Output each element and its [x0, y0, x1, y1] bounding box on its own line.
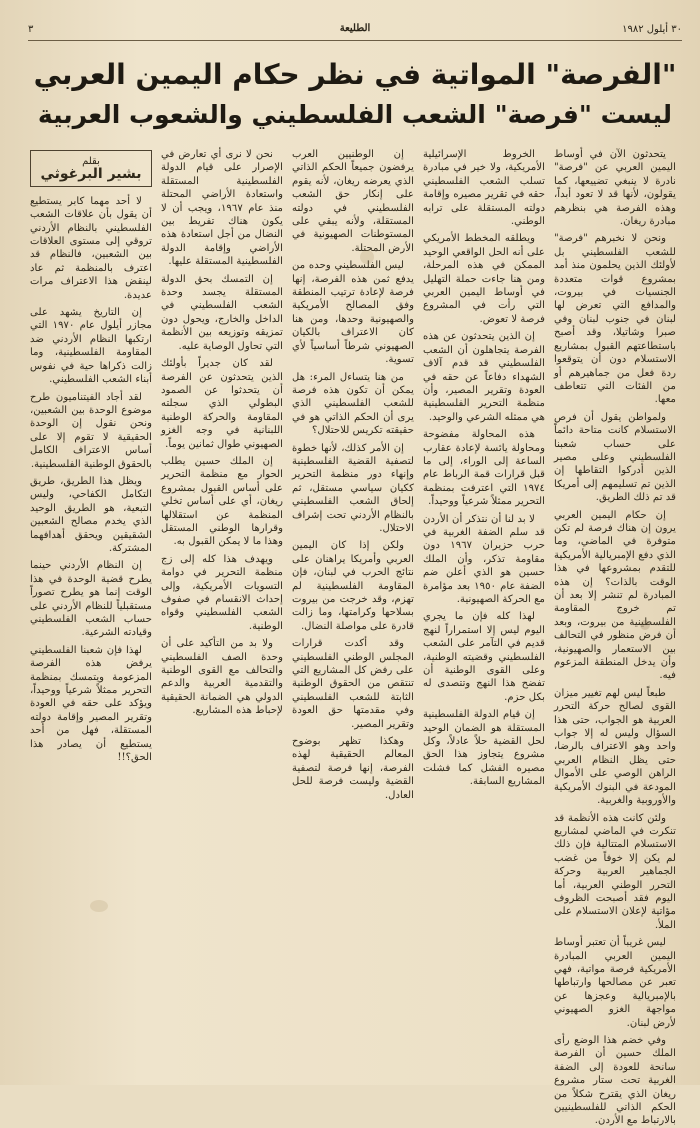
- article-paragraph: لهذا فإن شعبنا الفلسطيني يرفض هذه الفرصة المزعومة ويتمسك بمنظمة التحرير ممثلاً شرعياً ووحيداً، ويؤكد على حقه في العودة وتقرير المصير وإقامة دولته المستقلة، فهل من أحد يستطيع أن يصادر هذا الحق؟!!: [30, 644, 152, 764]
- article-paragraph: طبعاً ليس لهم تغيير ميزان القوى لصالح حركة التحرر العربية هو الجواب، حتى هذا السؤال وليس له إلا جواب واحد وهو الاعتراف بالرضا، حتى يظل النظام العربي الراهن الوصي على الأموال المودعة في البنوك الأمريكية والأوروبية والغربية.: [554, 687, 676, 807]
- page-number: ٣: [28, 24, 34, 35]
- article-paragraph: إن الوطنيين العرب يرفضون جميعاً الحكم الذاتي الذي يعرضه ريغان، لأنه يقوم على إنكار حق الشعب الفلسطيني في دولته المستقلة، ولأنه يبقي على المستوطنات الصهيونية في الأرض المحتلة.: [292, 149, 414, 254]
- article-paragraph: وفي خضم هذا الوضع رأى الملك حسين أن الفرصة سانحة للعودة إلى الضفة الغربية تحت ستار مشروع ريغان الذي يقترح شكلاً من الحكم الذاتي للفلسطينيين بالارتباط مع الأردن.: [554, 1035, 676, 1127]
- article-paragraph: الخروط الإسرائيلية الأمريكية، ولا خير في مبادرة تسلب الشعب الفلسطيني حقه في تقرير مصيره وإقامة دولته المستقلة على ترابه الوطني.: [423, 149, 545, 228]
- article-paragraph: نحن لا نرى أي تعارض في الإصرار على قيام الدولة الفلسطينية المستقلة واستعادة الأراضي المحتلة منذ عام ١٩٦٧، ويجب أن لا يكون هناك تفريط بين النضال من أجل استعادة هذه الأراضي وإقامة الدولة الفلسطينية المستقلة عليها.: [161, 149, 283, 268]
- article-paragraph: إن الأمر كذلك، لأنها خطوة لتصفية القضية الفلسطينية وإنهاء دور منظمة التحرير ككيان سياسي مستقل، ثم إلحاق الشعب الفلسطيني بالنظام الأردني تحت إشراف الاحتلال.: [292, 442, 414, 534]
- article-column: [423, 148, 546, 1061]
- page-header: [28, 22, 682, 41]
- article-paragraph: لا بد لنا أن نتذكر أن الأردن قد سلم الضفة الغربية في حرب حزيران ١٩٦٧ دون مقاومة تذكر، وأن الملك حسين هو الذي أعلن ضم الضفة عام ١٩٥٠ بعد مؤامرة مع الحركة الصهيونية.: [423, 513, 545, 605]
- article-column: [161, 148, 284, 1061]
- headline-line-1: "الفرصة" المواتية في نظر حكام اليمين العربي: [33, 58, 677, 91]
- article-paragraph: يتحدثون الآن في أوساط اليمين العربي عن "فرصة" نادرة لا ينبغي تضييعها، كما يقولون، لأنها قد لا تعود أبداً، وهذه الفرصة هي بنظرهم مبادرة ريغان.: [554, 149, 676, 228]
- article-paragraph: ولا بد من التأكيد على أن وحدة الصف الفلسطيني والتحالف مع القوى الوطنية والتقدمية العربية والدعم الدولي هي الضمانة الحقيقية لإحباط هذه المشاريع.: [161, 638, 283, 717]
- article-columns: [30, 148, 676, 1127]
- article-paragraph: لقد أجاد الفيتناميون طرح موضوع الوحدة بين الشعبين، ونحن نقول إن الوحدة الحقيقية لا تقوم إلا على أساس الاعتراف الكامل بالحقوق الوطنية الفلسطينية.: [30, 391, 152, 470]
- article-paragraph: وهكذا تظهر بوضوح المعالم الحقيقية لهذه الفرصة، إنها فرصة لتصفية القضية وليست فرصة للحل العادل.: [292, 736, 414, 801]
- headline-line-2: ليست "فرصة" الشعب الفلسطيني والشعوب العربية: [37, 100, 673, 129]
- byline-author: بشير البرغوثي: [40, 166, 142, 183]
- article-paragraph: هذه المحاولة مفضوحة ومحاولة يائسة لإعادة عقارب الساعة إلى الوراء، إلى ما قبل قرارات قمة الرباط عام ١٩٧٤ التي اعترفت بمنظمة التحرير ممثلاً شرعياً ووحيداً.: [423, 429, 545, 508]
- article-paragraph: إن الملك حسين يطلب الحوار مع منظمة التحرير على أساس القبول بمشروع ريغان، أي على أساس تخلي المنظمة عن استقلالها وقرارها الوطني المستقل وهذا ما لا يمكن القبول به.: [161, 455, 283, 548]
- article-paragraph: إن حكام اليمين العربي يرون إن هناك فرصة لم تكن متوفرة في الماضي، وما الذي دفع الإمبريالية الأمريكية للتقدم بمشروعها في هذا الوقت بالذات؟ إن هذه المبادرة لم تنشر إلا بعد أن تم خروج المقاومة الفلسطينية من بيروت، وبعد أن فرض منظور في التحالف بين الاستعمار والصهيونية، وأن يدخل المنطقة المزعوم فيه.: [554, 509, 676, 682]
- article-paragraph: إن النظام الأردني حينما يطرح قضية الوحدة في هذا الوقت إنما هو يطرح تصوراً مستقبلياً للنظام الأردني على حساب الشعب الفلسطيني وقيادته الشرعية.: [30, 560, 152, 639]
- article-paragraph: لهذا كله فإن ما يجري اليوم ليس إلا استمراراً لنهج قديم في التآمر على الشعب الفلسطيني وقضيته الوطنية، وعلى القوى الوطنية أن تفضح هذا النهج وتتصدى له بكل حزم.: [423, 611, 545, 703]
- article-column: [30, 148, 153, 1061]
- article-paragraph: إن التمسك بحق الدولة المستقلة يجسد وحدة الشعب الفلسطيني في الداخل والخارج، ويحول دون تمزيقه وتوزيعه بين الأنظمة التي تحاول الوصاية عليه.: [161, 273, 283, 352]
- article-paragraph: إن التاريخ يشهد على مجازر أيلول عام ١٩٧٠ التي ارتكبها النظام الأردني ضد المقاومة الفلسطينية، وما زالت ذكراها حية في نفوس أبناء الشعب الفلسطيني.: [30, 307, 152, 386]
- article-paragraph: ليس غريباً أن تعتبر أوساط اليمين العربي المبادرة الأمريكية فرصة مواتية، فهي تعبر عن مصالحها وارتباطها بالإمبريالية وعجزها عن مواجهة الغزو الصهيوني لأرض لبنان.: [554, 937, 676, 1029]
- article-paragraph: إن قيام الدولة الفلسطينية المستقلة هو الضمان الوحيد لحل القضية حلاً عادلاً، وكل مشروع يتجاوز هذا الحق مصيره الفشل كما فشلت المشاريع السابقة.: [423, 709, 545, 788]
- article-paragraph: من هنا يتساءل المرء: هل يمكن أن تكون هذه فرصة للشعب الفلسطيني الذي يرى أن الحكم الذاتي هو في حقيقته تكريس للاحتلال؟: [292, 371, 414, 437]
- article-paragraph: ويطلقه المخطط الأمريكي على أنه الحل الواقعي الوحيد الممكن في هذه المرحلة، ومن هنا جاءت حملة التهليل في أوساط اليمين العربي التي رأت في المشروع فرصة لا تعوض.: [423, 233, 545, 325]
- article-paragraph: ولمواطن يقول أن فرص الاستسلام كانت متاحة دائماً على حساب شعبنا الفلسطيني وعلى مصير الذين أدركوا التقاطها إن الذين تم تسليمهم إلى أمريكا قد تم ذلك الطريق.: [554, 411, 676, 504]
- article-paragraph: وقد أكدت قرارات المجلس الوطني الفلسطيني على رفض كل المشاريع التي تنتقص من الحقوق الوطنية الثابتة للشعب الفلسطيني وفي مقدمتها حق العودة وتقرير المصير.: [292, 638, 414, 730]
- article-paragraph: ليس الفلسطيني وحده من يدفع ثمن هذه الفرصة، إنها فرصة لإعادة ترتيب المنطقة وفق المصالح الأمريكية والصهيونية وحدها، ومن هنا كان الاعتراف بالكيان الصهيوني شرطاً أساسياً لأي تسوية.: [292, 260, 414, 366]
- article-paragraph: ولئن كانت هذه الأنظمة قد تنكرت في الماضي لمشاريع الاستسلام المتتالية فإن ذلك لم يكن إلا خوفاً من غضب الجماهير العربية وحركة التحرر الوطني العربية، أما اليوم فقد أصبحت الظروف مؤاتية لإعلان الاستسلام على الملأ.: [554, 812, 676, 931]
- article-paragraph: ونحن لا نخبرهم "فرصة" للشعب الفلسطيني بل لأولئك الذين يحلمون منذ أمد بمشروع قوات متعددة الجنسيات في بيروت، والمدافع التي تعرض لها لبنان في جنوب لبنان وفي صبرا وشاتيلا، وقد أصبح باستطاعتهم القبول بمشاريع الاستسلام دون أن يتوقعوا ردة فعل من جماهيرهم أو من الفئات التي تتعاطف معها.: [554, 233, 676, 406]
- byline-box: [30, 150, 152, 187]
- article-paragraph: ويظل هذا الطريق، طريق التكامل الكفاحي، وليس التبعية، هو الطريق الوحيد الذي يخدم مصالح الشعبين الشقيقين ويحقق أهدافهما المشتركة.: [30, 475, 152, 554]
- byline-prefix: بقلم: [82, 156, 100, 167]
- article-paragraph: إن الذين يتحدثون عن هذه الفرصة يتجاهلون أن الشعب الفلسطيني قد قدم آلاف الشهداء دفاعاً عن حقه في العودة وتقرير المصير، وأن منظمة التحرير الفلسطينية هي ممثله الشرعي والوحيد.: [423, 331, 545, 423]
- article-paragraph: لا أحد مهما كابر يستطيع أن يقول بأن علاقات الشعب الفلسطيني بالنظام الأردني تروقي إلى مستوى العلاقات بين الشعبين، فالنظام قد اعترف بالمنظمة ثم عاد لينقض هذا الاعتراف مرات عديدة.: [30, 195, 152, 301]
- issue-date: ٣٠ أيلول ١٩٨٢: [622, 24, 682, 35]
- article-paragraph: ولكن إذا كان اليمين العربي وأمريكا يراهنان على نتائج الحرب في لبنان، فإن المقاومة الفلسطينية لم تهزم، وقد خرجت من بيروت بسلاحها وكرامتها، وما زالت قادرة على مواصلة النضال.: [292, 540, 414, 632]
- article-column: [554, 148, 676, 1127]
- article-paragraph: ويهدف هذا كله إلى زج منظمة التحرير في دوامة التسويات الأمريكية، وإلى إحداث الانقسام في صفوف الشعب الفلسطيني وقواه الوطنية.: [161, 553, 283, 632]
- article-paragraph: لقد كان جديراً بأولئك الذين يتحدثون عن الفرصة أن يتحدثوا عن الصمود البطولي الذي سجلته المقاومة والحركة الوطنية اللبنانية في وجه الغزو الصهيوني طوال ثمانين يوماً.: [161, 358, 283, 450]
- newspaper-name: الطليعة: [339, 23, 371, 34]
- article-column: [292, 148, 415, 1061]
